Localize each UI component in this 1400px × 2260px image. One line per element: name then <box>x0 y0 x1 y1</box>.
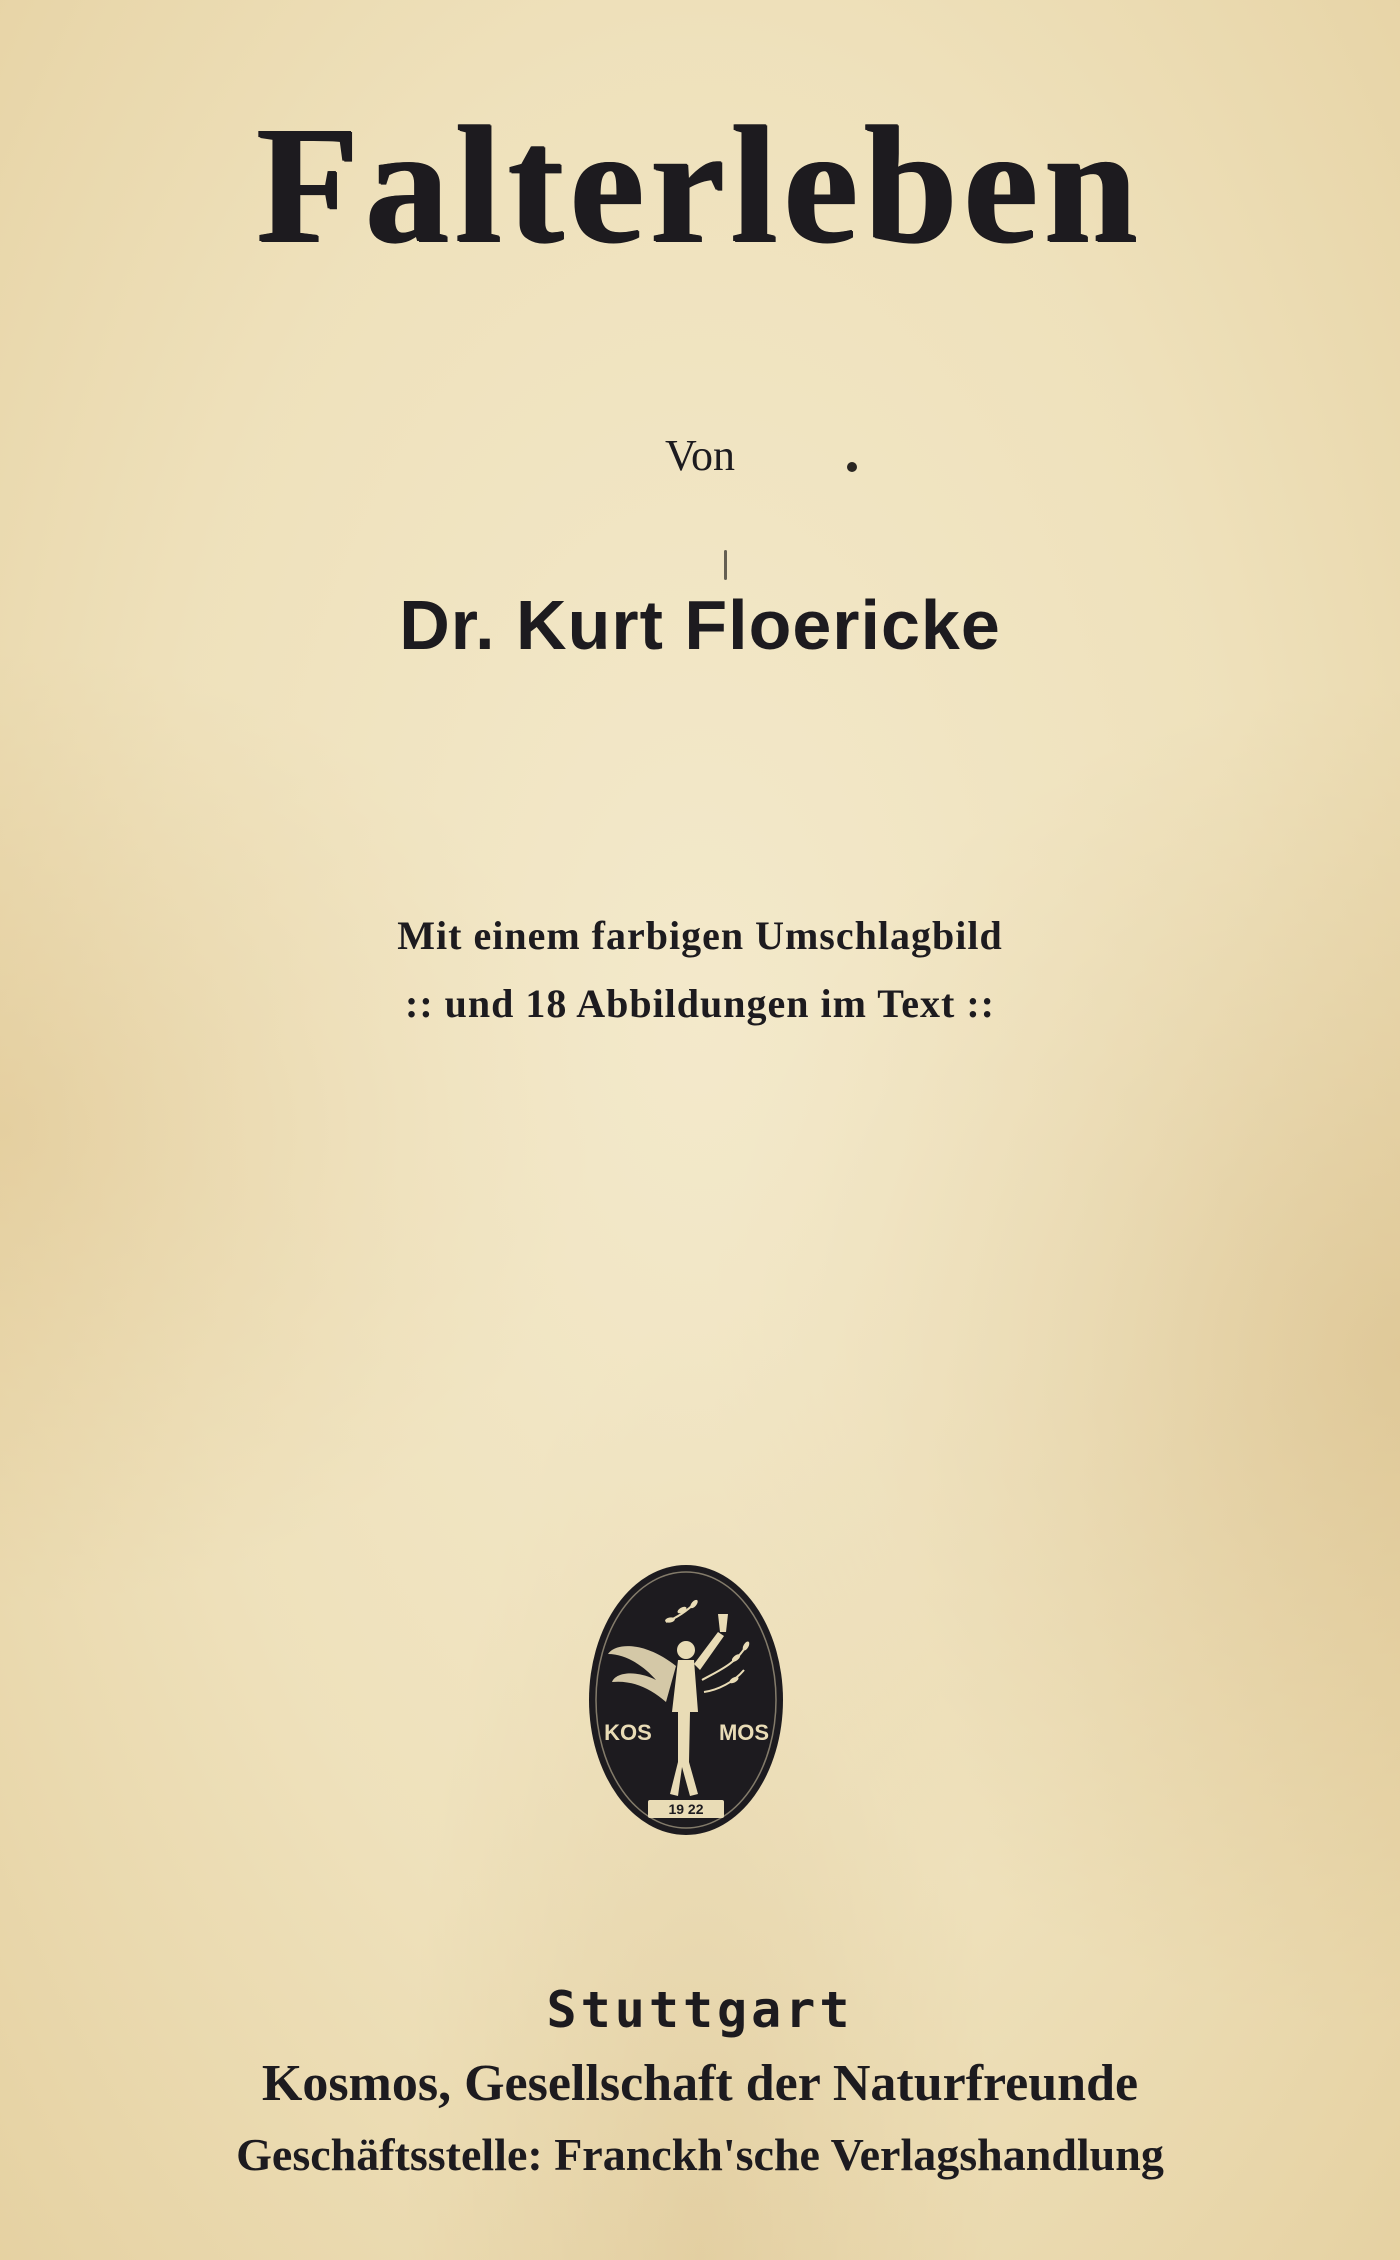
book-title: Falterleben <box>256 92 1144 278</box>
imprint-city: Stuttgart <box>546 1981 854 2039</box>
author-name: Dr. Kurt Floericke <box>399 586 1001 664</box>
logo-right-text: MOS <box>718 1720 770 1745</box>
imprint-office: Geschäftsstelle: Franckh'sche Verlagshandlung <box>236 2129 1164 2180</box>
imprint-publisher: Kosmos, Gesellschaft der Naturfreunde <box>261 2055 1139 2112</box>
kosmos-logo-icon <box>586 1562 786 1838</box>
by-label: Von <box>664 431 736 480</box>
illustrations-line-2: :: und 18 Abbildungen im Text :: <box>405 981 995 1026</box>
paper-speck <box>724 550 727 580</box>
logo-left-text: KOS <box>604 1720 652 1745</box>
paper-speck <box>847 462 857 472</box>
illustrations-line-1: Mit einem farbigen Umschlagbild <box>397 913 1003 958</box>
logo-bottom-text: 19 22 <box>668 1801 704 1817</box>
